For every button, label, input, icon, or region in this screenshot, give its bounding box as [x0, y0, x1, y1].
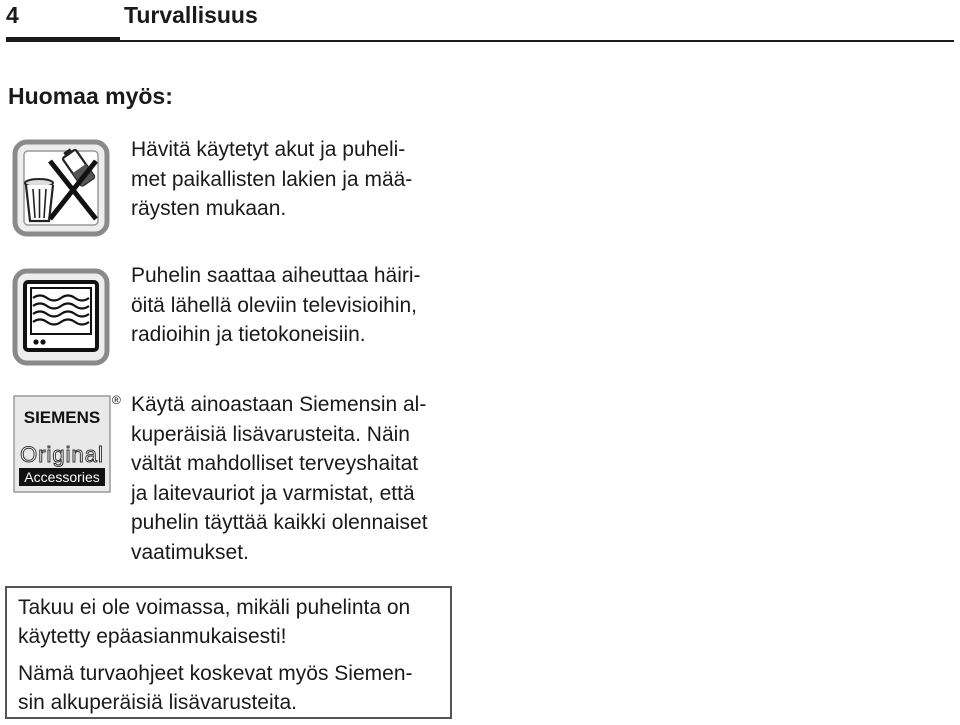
text-line: Takuu ei ole voimassa, mikäli puhelinta on: [18, 596, 411, 619]
text-line: öitä lähellä oleviin televisioihin,: [131, 293, 418, 317]
text-line: vaatimukset.: [131, 540, 249, 564]
text-line: räysten mukaan.: [131, 197, 287, 220]
header-rule-thick: [6, 37, 120, 42]
section-heading: Huomaa myös:: [8, 83, 173, 109]
no-bin-disposal-icon: [12, 139, 110, 237]
logo-accessories: Accessories: [24, 469, 100, 485]
text-line: käytetty epäasianmukaisesti!: [18, 625, 287, 648]
text-line: Nämä turvaohjeet koskevat myös Siemen-: [18, 662, 413, 685]
text-line: kuperäisiä lisävarusteita. Näin: [131, 422, 410, 446]
note-interference: [131, 261, 461, 350]
text-line: vältät mahdolliset terveyshaitat: [131, 452, 419, 475]
text-line: Käytä ainoastaan Siemensin al-: [131, 393, 427, 416]
text-line: met paikallisten lakien ja mää-: [131, 167, 413, 191]
note-disposal: [131, 135, 461, 224]
warranty-warning-box: [5, 586, 452, 719]
text-line: sin alkuperäisiä lisävarusteita.: [18, 691, 297, 714]
logo-original: Original: [20, 442, 104, 467]
page-header: [0, 0, 960, 50]
accessories-notice: [18, 659, 413, 717]
text-line: ja laitevauriot ja varmistat, että: [131, 481, 415, 505]
header-rule-thin: [120, 40, 954, 42]
text-line: puhelin täyttää kaikki olennaiset: [131, 511, 428, 534]
note-accessories: [131, 390, 461, 567]
registered-mark: ®: [112, 393, 121, 407]
text-line: Puhelin saattaa aiheuttaa häiri-: [131, 264, 421, 287]
chapter-title: Turvallisuus: [124, 2, 258, 28]
tv-interference-icon: [12, 268, 110, 366]
text-line: Hävitä käytetyt akut ja puheli-: [131, 138, 406, 161]
warranty-notice: [18, 593, 410, 651]
page-number: 4: [6, 2, 19, 28]
text-line: radioihin ja tietokoneisiin.: [131, 323, 366, 346]
siemens-original-accessories-logo: [13, 395, 111, 493]
logo-brand: SIEMENS: [23, 408, 101, 427]
